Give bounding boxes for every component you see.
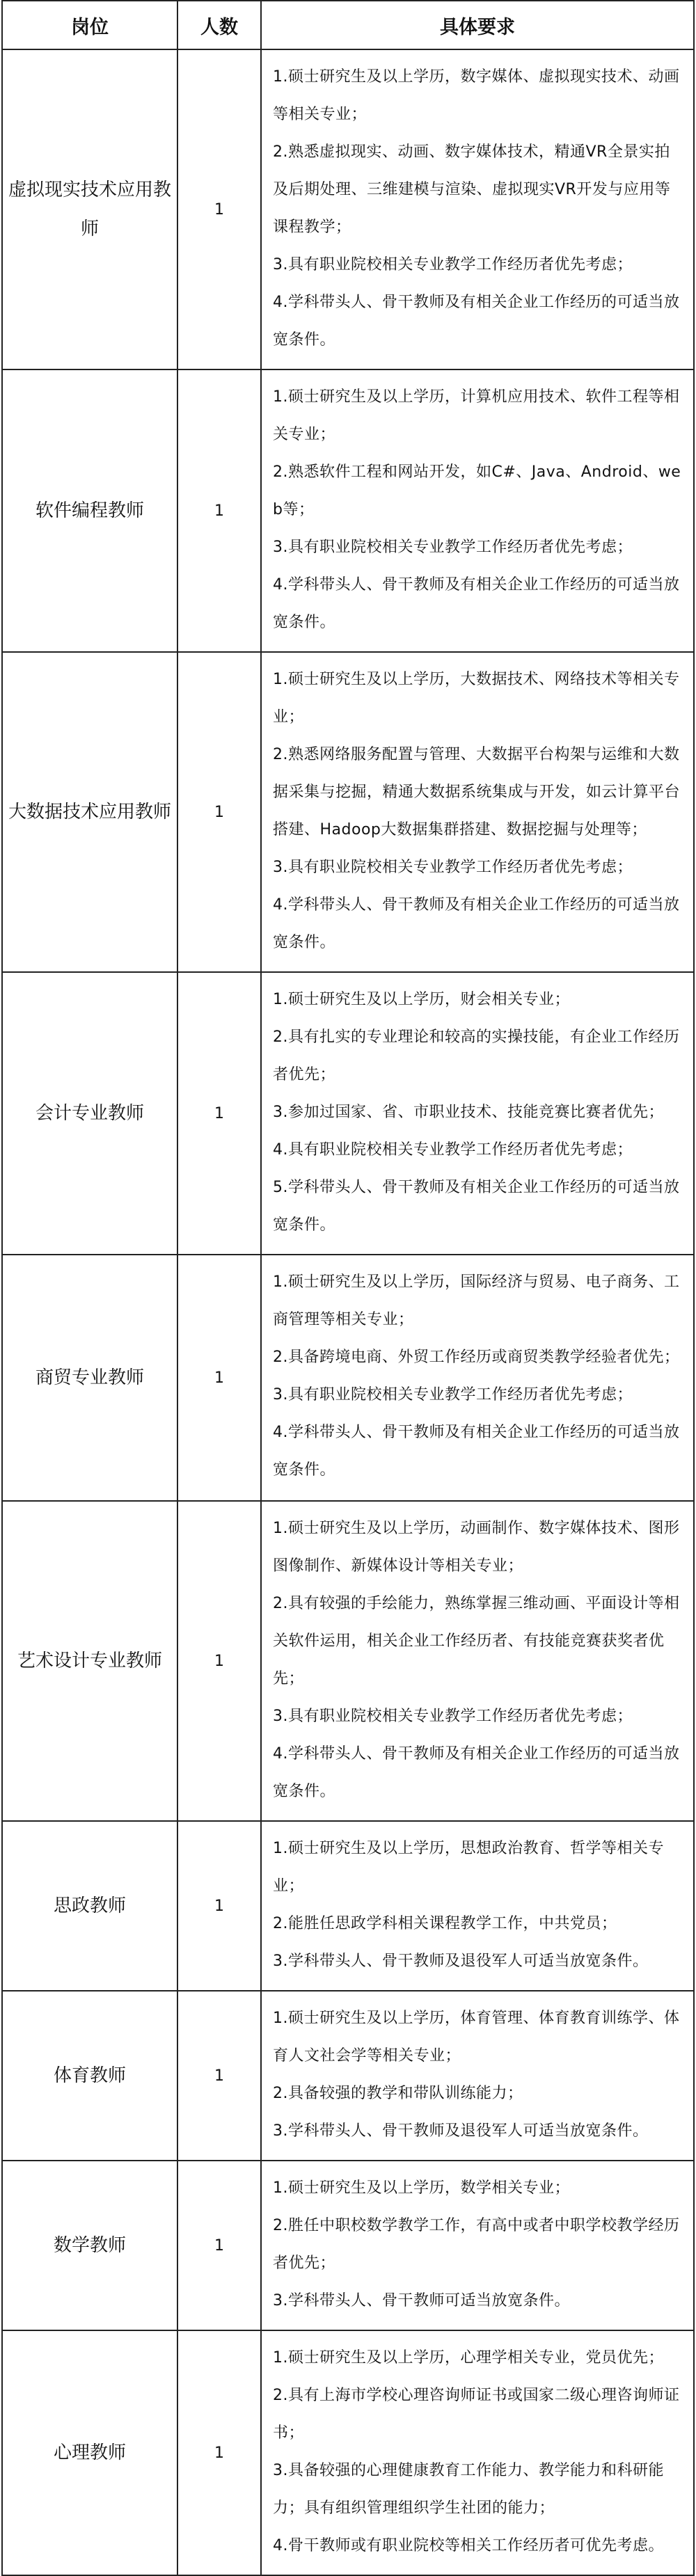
count-cell: 1 [177, 1821, 261, 1991]
header-count: 人数 [177, 1, 261, 49]
requirement-item: 3.具有职业院校相关专业教学工作经历者优先考虑； [273, 539, 633, 556]
requirements-cell [261, 1255, 694, 1501]
requirement-item: 3.学科带头人、骨干教师及退役军人可适当放宽条件。 [273, 1953, 649, 1970]
requirement-item: 2.熟悉软件工程和网站开发，如C#、Java、Android、web等； [273, 463, 681, 518]
header-requirements: 具体要求 [261, 1, 694, 49]
count-cell: 1 [177, 2161, 261, 2330]
position-cell: 数学教师 [2, 2161, 177, 2330]
position-cell: 大数据技术应用教师 [2, 652, 177, 972]
table-row [2, 1501, 694, 1821]
requirement-item: 1.硕士研究生及以上学历，心理学相关专业，党员优先； [273, 2349, 664, 2367]
requirement-item: 3.具有职业院校相关专业教学工作经历者优先考虑； [273, 1708, 633, 1725]
requirement-item: 5.学科带头人、骨干教师及有相关企业工作经历的可适当放宽条件。 [273, 1179, 680, 1234]
count-cell: 1 [177, 49, 261, 369]
requirements-cell [261, 2161, 694, 2330]
requirements-cell [261, 1501, 694, 1821]
requirement-item: 2.熟悉虚拟现实、动画、数字媒体技术，精通VR全景实拍及后期处理、三维建模与渲染、虚拟现实VR开发与应用等课程教学； [273, 143, 671, 236]
requirement-item: 4.学科带头人、骨干教师及有相关企业工作经历的可适当放宽条件。 [273, 576, 680, 631]
table-row [2, 972, 694, 1255]
table-row [2, 1255, 694, 1501]
recruitment-table [1, 0, 695, 2576]
requirement-item: 3.学科带头人、骨干教师可适当放宽条件。 [273, 2292, 570, 2309]
requirement-item: 4.学科带头人、骨干教师及有相关企业工作经历的可适当放宽条件。 [273, 896, 680, 951]
requirement-item: 3.具有职业院校相关专业教学工作经历者优先考虑； [273, 1386, 633, 1404]
table-row [2, 49, 694, 369]
position-cell: 商贸专业教师 [2, 1255, 177, 1501]
requirements-cell [261, 1991, 694, 2161]
requirement-item: 1.硕士研究生及以上学历，国际经济与贸易、电子商务、工商管理等相关专业； [273, 1273, 680, 1328]
table-row [2, 2161, 694, 2330]
table-row [2, 652, 694, 972]
count-cell: 1 [177, 1991, 261, 2161]
table-row [2, 2330, 694, 2575]
requirement-item: 2.具备跨境电商、外贸工作经历或商贸类教学经验者优先； [273, 1349, 680, 1366]
count-cell: 1 [177, 369, 261, 652]
position-cell: 思政教师 [2, 1821, 177, 1991]
requirement-item: 3.具备较强的心理健康教育工作能力、教学能力和科研能力；具有组织管理组织学生社团的能力； [273, 2462, 664, 2517]
position-cell: 会计专业教师 [2, 972, 177, 1255]
count-cell: 1 [177, 1501, 261, 1821]
requirement-item: 3.具有职业院校相关专业教学工作经历者优先考虑； [273, 859, 633, 876]
requirement-item: 2.具有扎实的专业理论和较高的实操技能，有企业工作经历者优先； [273, 1028, 680, 1083]
requirement-item: 1.硕士研究生及以上学历，动画制作、数字媒体技术、图形图像制作、新媒体设计等相关专业； [273, 1520, 680, 1575]
table-row [2, 369, 694, 652]
position-cell: 心理教师 [2, 2330, 177, 2575]
requirement-item: 3.具有职业院校相关专业教学工作经历者优先考虑； [273, 256, 633, 273]
requirements-cell [261, 2330, 694, 2575]
table-body [2, 49, 694, 2575]
table-row [2, 1991, 694, 2161]
requirement-item: 2.具有较强的手绘能力，熟练掌握三维动画、平面设计等相关软件运用，相关企业工作经历者、有技能竞赛获奖者优先； [273, 1595, 680, 1687]
position-cell: 虚拟现实技术应用教师 [2, 49, 177, 369]
requirement-item: 4.学科带头人、骨干教师及有相关企业工作经历的可适当放宽条件。 [273, 1424, 680, 1479]
requirement-item: 3.参加过国家、省、市职业技术、技能竞赛比赛者优先； [273, 1104, 664, 1121]
count-cell: 1 [177, 1255, 261, 1501]
header-position: 岗位 [2, 1, 177, 49]
requirements-cell [261, 49, 694, 369]
count-cell: 1 [177, 2330, 261, 2575]
count-cell: 1 [177, 972, 261, 1255]
requirement-item: 1.硕士研究生及以上学历，财会相关专业； [273, 991, 570, 1008]
requirement-item: 4.骨干教师或有职业院校等相关工作经历者可优先考虑。 [273, 2537, 664, 2554]
requirement-item: 1.硕士研究生及以上学历，计算机应用技术、软件工程等相关专业； [273, 388, 680, 443]
position-cell: 艺术设计专业教师 [2, 1501, 177, 1821]
requirement-item: 1.硕士研究生及以上学历，体育管理、体育教育训练学、体育人文社会学等相关专业； [273, 2010, 680, 2065]
requirement-item: 2.熟悉网络服务配置与管理、大数据平台构架与运维和大数据采集与挖掘，精通大数据系统集成与开发，如云计算平台搭建、Hadoop大数据集群搭建、数据挖掘与处理等； [273, 746, 681, 838]
requirements-cell [261, 369, 694, 652]
requirement-item: 1.硕士研究生及以上学历，数学相关专业； [273, 2179, 570, 2197]
requirements-cell [261, 972, 694, 1255]
requirement-item: 4.学科带头人、骨干教师及有相关企业工作经历的可适当放宽条件。 [273, 294, 680, 349]
requirement-item: 4.学科带头人、骨干教师及有相关企业工作经历的可适当放宽条件。 [273, 1745, 680, 1800]
requirement-item: 2.能胜任思政学科相关课程教学工作，中共党员； [273, 1915, 617, 1932]
requirement-item: 4.具有职业院校相关专业教学工作经历者优先考虑； [273, 1141, 633, 1159]
requirement-item: 2.具有上海市学校心理咨询师证书或国家二级心理咨询师证书； [273, 2387, 680, 2442]
requirements-cell [261, 652, 694, 972]
count-cell: 1 [177, 652, 261, 972]
requirement-item: 2.胜任中职校数学教学工作，有高中或者中职学校教学经历者优先； [273, 2217, 680, 2272]
table-header-row [2, 1, 694, 49]
position-cell: 体育教师 [2, 1991, 177, 2161]
requirement-item: 1.硕士研究生及以上学历，大数据技术、网络技术等相关专业； [273, 671, 680, 726]
requirement-item: 1.硕士研究生及以上学历，数字媒体、虚拟现实技术、动画等相关专业； [273, 68, 680, 123]
position-cell: 软件编程教师 [2, 369, 177, 652]
requirements-cell [261, 1821, 694, 1991]
requirement-item: 1.硕士研究生及以上学历，思想政治教育、哲学等相关专业； [273, 1840, 664, 1895]
requirement-item: 2.具备较强的教学和带队训练能力； [273, 2085, 523, 2102]
table-row [2, 1821, 694, 1991]
requirement-item: 3.学科带头人、骨干教师及退役军人可适当放宽条件。 [273, 2122, 649, 2140]
